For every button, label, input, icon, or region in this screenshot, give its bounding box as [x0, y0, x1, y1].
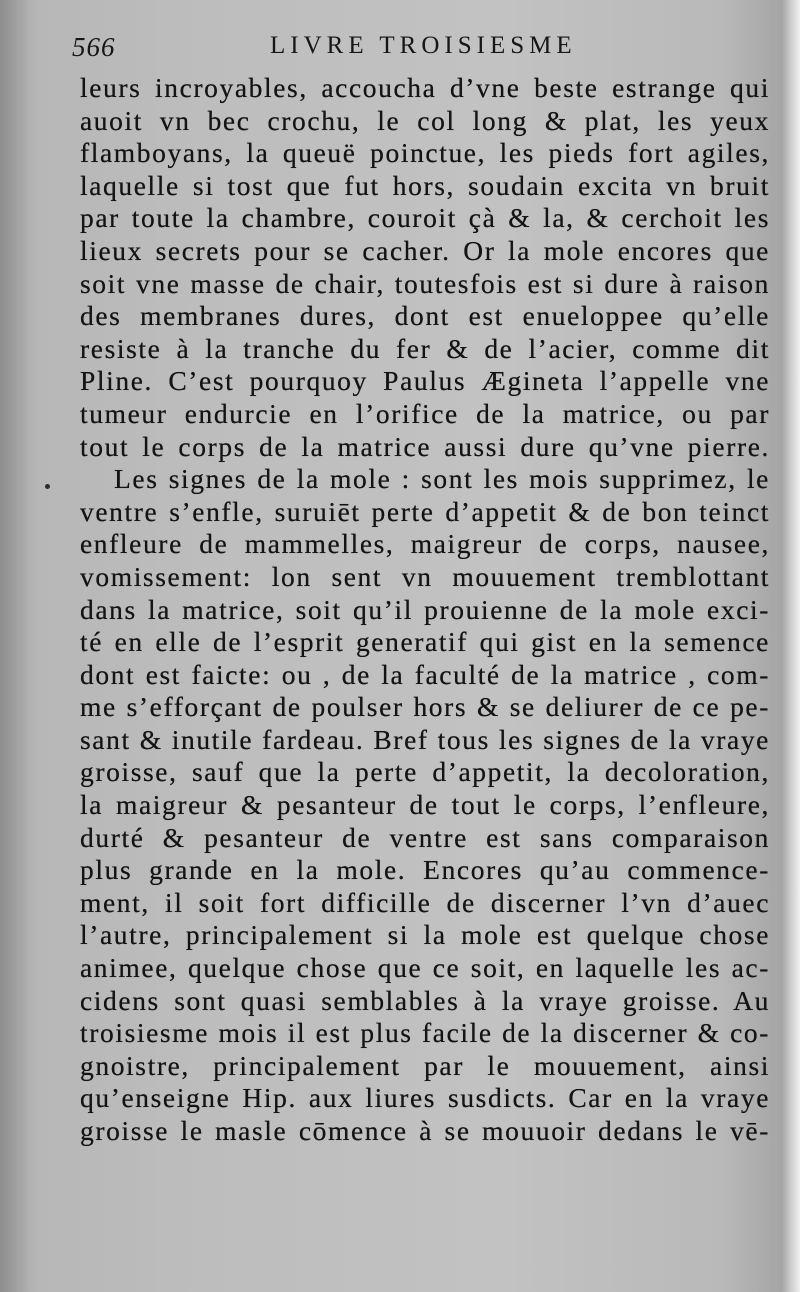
running-head: LIVRE TROISIESME [270, 32, 577, 59]
text-line: flamboyans, la queuë poinctue, les pieds fort agiles, [80, 137, 770, 169]
text-line: tumeur endurcie en l’orifice de la matrice, ou par [80, 397, 770, 429]
text-line: plus grande en la mole. Encores qu’au commence- [80, 854, 770, 886]
text-line: soit vne masse de chair, toutesfois est si dure à raison [80, 267, 770, 299]
text-line: dont est faicte: ou , de la faculté de la matrice , com- [80, 658, 770, 690]
text-line: auoit vn bec crochu, le col long & plat, les yeux [80, 104, 770, 136]
text-line: sant & inutile fardeau. Bref tous les signes de la vraye [80, 723, 770, 755]
text-line: troisiesme mois il est plus facile de la discerner & co- [80, 1017, 770, 1049]
text-line: enfleure de mammelles, maigreur de corps, nausee, [80, 528, 770, 560]
page-header [72, 30, 762, 66]
text-line: gnoistre, principalement par le mouuement, ainsi [80, 1049, 770, 1081]
text-line: groisse, sauf que la perte d’appetit, la decoloration, [80, 756, 770, 788]
text-line: ventre s’enfle, suruiēt perte d’appetit & de bon teinct [80, 495, 770, 527]
body-text [80, 72, 770, 1148]
paragraph-start-line: Les signes de la mole : sont les mois supprimez, le [114, 463, 770, 495]
text-line: leurs incroyables, accoucha d’vne beste estrange qui [80, 72, 770, 103]
text-line: me s’efforçant de poulser hors & se deliurer de ce pe- [80, 691, 770, 723]
text-line: tout le corps de la matrice aussi dure qu’vne pierre. [80, 430, 770, 462]
text-line: cidens sont quasi semblables à la vraye groisse. Au [80, 984, 770, 1016]
text-line: té en elle de l’esprit generatif qui gist en la semence [80, 626, 770, 658]
page-edge-highlight [782, 0, 800, 1292]
text-line: vomissement: lon sent vn mouuement tremblottant [80, 560, 770, 592]
text-line: par toute la chambre, couroit çà & la, & cerchoit les [80, 202, 770, 234]
ink-speck [45, 484, 50, 489]
text-line: resiste à la tranche du fer & de l’acier, comme dit [80, 332, 770, 364]
text-line: l’autre, principalement si la mole est quelque chose [80, 919, 770, 951]
text-line: animee, quelque chose que ce soit, en laquelle les ac- [80, 952, 770, 984]
text-line: qu’enseigne Hip. aux liures susdicts. Car en la vraye [80, 1082, 770, 1114]
text-line: la maigreur & pesanteur de tout le corps, l’enfleure, [80, 789, 770, 821]
text-line: dans la matrice, soit qu’il prouienne de la mole exci- [80, 593, 770, 625]
text-line: des membranes dures, dont est enueloppee qu’elle [80, 300, 770, 332]
page-number: 566 [72, 32, 116, 62]
text-line: durté & pesanteur de ventre est sans comparaison [80, 821, 770, 853]
text-line: laquelle si tost que fut hors, soudain excita vn bruit [80, 169, 770, 201]
text-line: ment, il soit fort difficille de discerner l’vn d’auec [80, 886, 770, 918]
page-gutter-shadow [0, 0, 30, 1292]
text-line: lieux secrets pour se cacher. Or la mole encores que [80, 234, 770, 266]
text-line: groisse le masle cōmence à se mouuoir dedans le vē- [80, 1115, 770, 1146]
text-line: Pline. C’est pourquoy Paulus Ægineta l’appelle vne [80, 365, 770, 397]
